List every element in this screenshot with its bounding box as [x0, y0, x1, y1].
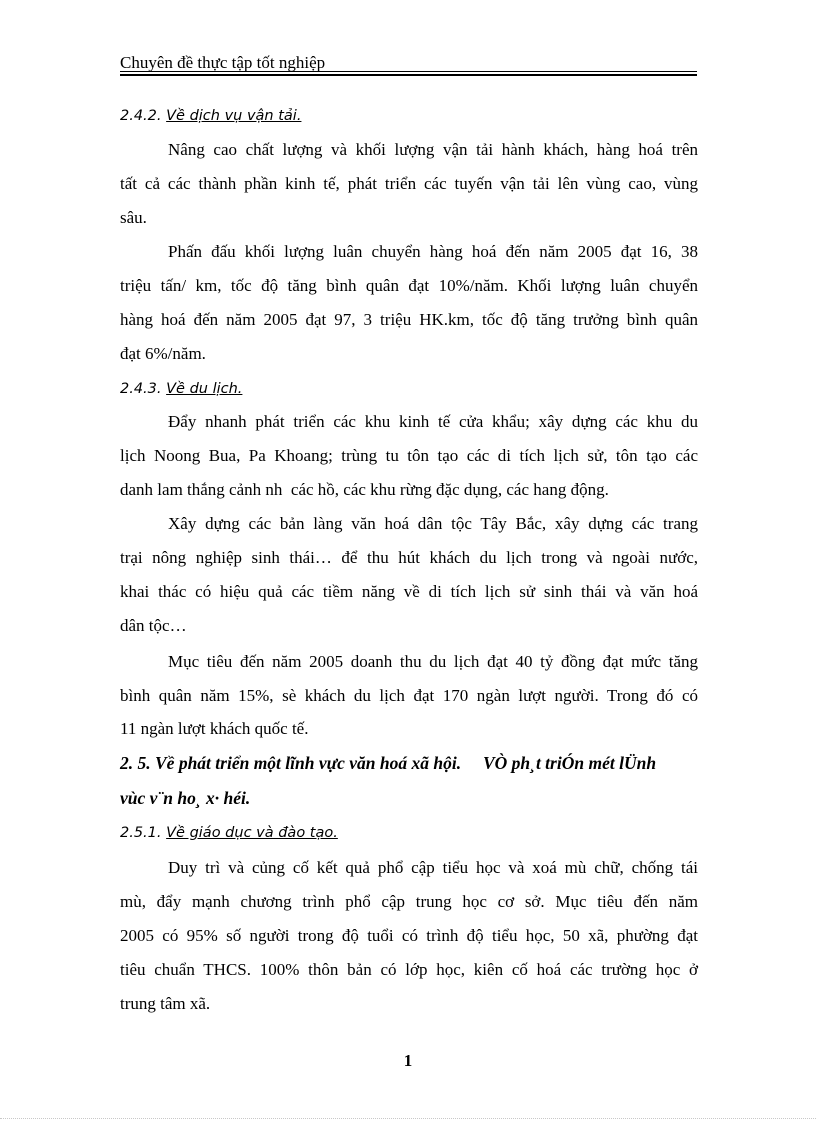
paragraph-line: sâu.	[120, 208, 147, 227]
subsection-title: Về du lịch.	[166, 381, 243, 397]
page-bottom-divider	[0, 1118, 816, 1119]
paragraph-line: Xây dựng các bản làng văn hoá dân tộc Tây Bắc, xây dựng các trang	[168, 514, 698, 533]
subsection-number: 2.4.2.	[120, 108, 167, 124]
paragraph-line: bình quân năm 15%, sè khách du lịch đạt 170 ngàn lượt người. Trong đó có	[120, 686, 698, 705]
paragraph-line: triệu tấn/ km, tốc độ tăng bình quân đạt 10%/năm. Khối lượng luân chuyển	[120, 276, 698, 295]
subsection-heading-2-4-2	[120, 104, 698, 128]
subsection-number: 2.5.1.	[120, 825, 167, 841]
paragraph-line: Nâng cao chất lượng và khối lượng vận tải hành khách, hàng hoá trên	[168, 140, 698, 159]
section-heading-2-5-cont: vùc v¨n ho¸ x· héi.	[120, 788, 251, 808]
paragraph-line: tất cả các thành phần kinh tế, phát triển các tuyến vận tải lên vùng cao, vùng	[120, 174, 698, 193]
paragraph-line: khai thác có hiệu quả các tiềm năng về di tích lịch sử sinh thái và văn hoá	[120, 582, 698, 601]
subsection-heading-2-4-3	[120, 377, 698, 401]
header-rule	[120, 71, 697, 72]
paragraph-line: trung tâm xã.	[120, 994, 211, 1013]
paragraph-line: Duy trì và củng cố kết quả phổ cập tiểu học và xoá mù chữ, chống tái	[168, 858, 698, 877]
subsection-number: 2.4.3.	[120, 381, 167, 397]
section-heading-2-5: 2. 5. Về phát triển một lĩnh vực văn hoá xã hội. VÒ ph¸t triÓn mét lÜnh	[120, 753, 657, 773]
subsection-title: Về giáo dục và đào tạo.	[166, 825, 338, 841]
paragraph-line: lịch Noong Bua, Pa Khoang; trùng tu tôn tạo các di tích lịch sử, tôn tạo các	[120, 446, 698, 465]
header-rule-thick	[120, 74, 697, 76]
paragraph-line: 2005 có 95% số người trong độ tuổi có trình độ tiểu học, 50 xã, phường đạt	[120, 926, 698, 945]
subsection-heading-2-5-1	[120, 821, 698, 845]
paragraph-line: Mục tiêu đến năm 2005 doanh thu du lịch đạt 40 tỷ đồng đạt mức tăng	[168, 652, 698, 671]
page-header: Chuyên đề thực tập tốt nghiệp	[120, 53, 326, 72]
paragraph-line: 11 ngàn lượt khách quốc tế.	[120, 719, 309, 738]
paragraph-line: danh lam thắng cảnh nh các hồ, các khu rừng đặc dụng, các hang động.	[120, 480, 609, 499]
paragraph-line: hàng hoá đến năm 2005 đạt 97, 3 triệu HK.km, tốc độ tăng trưởng bình quân	[120, 310, 698, 329]
paragraph-line: tiêu chuẩn THCS. 100% thôn bản có lớp học, kiên cố hoá các trường học ở	[120, 960, 698, 979]
subsection-title: Về dịch vụ vận tải.	[166, 108, 302, 124]
paragraph-line: mù, đẩy mạnh chương trình phổ cập trung học cơ sở. Mục tiêu đến năm	[120, 892, 698, 911]
paragraph-line: trại nông nghiệp sinh thái… để thu hút khách du lịch trong và ngoài nước,	[120, 548, 698, 567]
paragraph-line: Đẩy nhanh phát triển các khu kinh tế cửa khẩu; xây dựng các khu du	[168, 412, 698, 431]
paragraph-line: Phấn đấu khối lượng luân chuyển hàng hoá đến năm 2005 đạt 16, 38	[168, 242, 698, 261]
paragraph-line: dân tộc…	[120, 616, 187, 635]
page-number: 1	[403, 1051, 413, 1070]
paragraph-line: đạt 6%/năm.	[120, 344, 206, 363]
